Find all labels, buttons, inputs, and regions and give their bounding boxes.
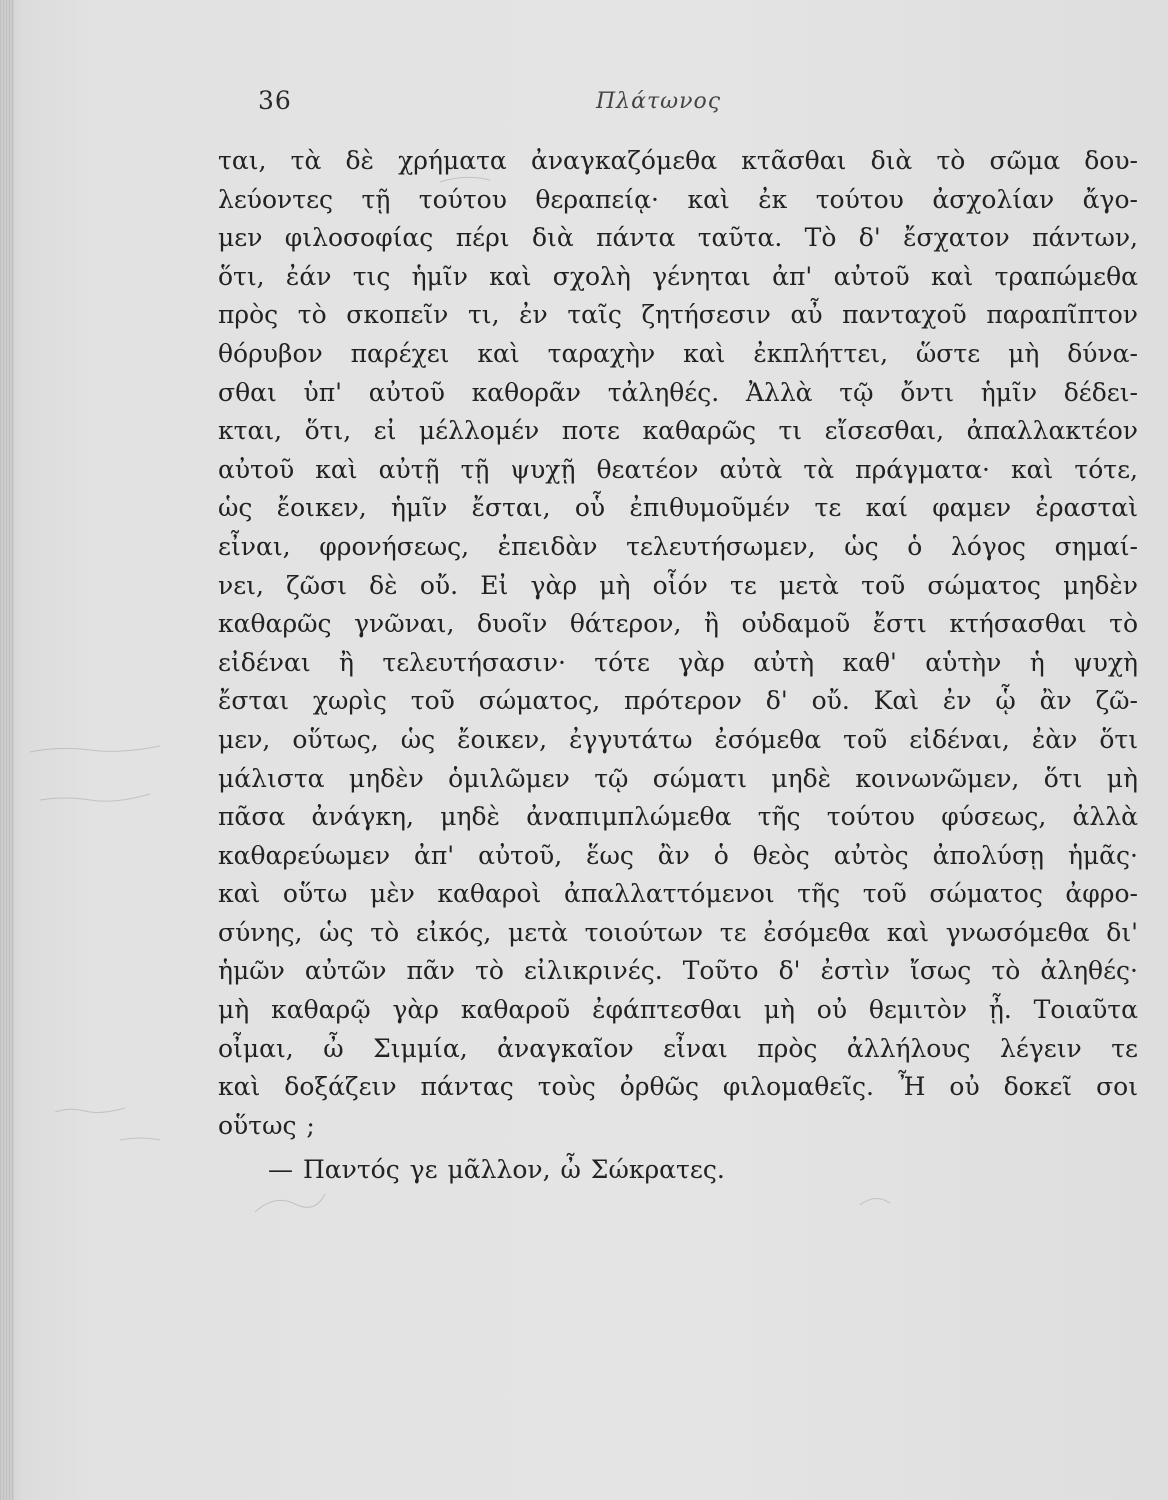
text-line: πρὸς τὸ σκοπεῖν τι, ἐν ταῖς ζητήσεσιν αὖ πανταχοῦ παραπῖπτον	[218, 300, 1138, 330]
text-line: ἡμῶν αὐτῶν πᾶν τὸ εἰλικρινές. Τοῦτο δ' ἐστὶν ἴσως τὸ ἀληθές·	[218, 956, 1138, 986]
text-line: μεν φιλοσοφίας πέρι διὰ πάντα ταῦτα. Τὸ δ' ἔσχατον πάντων,	[218, 223, 1138, 253]
dialogue-line: — Παντός γε μᾶλλον, ὦ Σώκρατες.	[268, 1155, 725, 1185]
text-line: εἶναι, φρονήσεως, ἐπειδὰν τελευτήσωμεν, ὡς ὁ λόγος σημαί-	[218, 531, 1138, 561]
text-line: ἔσται χωρὶς τοῦ σώματος, πρότερον δ' οὔ. Καὶ ἐν ᾧ ἂν ζῶ-	[218, 686, 1138, 716]
text-line: ὅτι, ἐάν τις ἡμῖν καὶ σχολὴ γένηται ἀπ' αὐτοῦ καὶ τραπώμεθα	[218, 261, 1138, 291]
text-line: λεύοντες τῇ τούτου θεραπείᾳ· καὶ ἐκ τούτου ἀσχολίαν ἄγο-	[218, 184, 1138, 214]
running-head-title: Πλάτωνος	[596, 89, 722, 114]
text-line: αὐτοῦ καὶ αὐτῇ τῇ ψυχῇ θεατέον αὐτὰ τὰ πράγματα· καὶ τότε,	[218, 454, 1138, 484]
text-line: μὴ καθαρῷ γὰρ καθαροῦ ἐφάπτεσθαι μὴ οὐ θεμιτὸν ᾖ. Τοιαῦτα	[218, 995, 1138, 1025]
text-line: εἰδέναι ἢ τελευτήσασιν· τότε γὰρ αὐτὴ καθ' αὑτὴν ἡ ψυχὴ	[218, 647, 1138, 677]
text-line: οἶμαι, ὦ Σιμμία, ἀναγκαῖον εἶναι πρὸς ἀλλήλους λέγειν τε	[218, 1033, 1138, 1063]
text-line: σύνης, ὡς τὸ εἰκός, μετὰ τοιούτων τε ἐσόμεθα καὶ γνωσόμεθα δι'	[218, 917, 1138, 947]
text-line: νει, ζῶσι δὲ οὔ. Εἰ γὰρ μὴ οἷόν τε μετὰ τοῦ σώματος μηδὲν	[218, 570, 1138, 600]
text-line: ὡς ἔοικεν, ἡμῖν ἔσται, οὗ ἐπιθυμοῦμέν τε καί φαμεν ἐρασταὶ	[218, 493, 1138, 523]
text-line: καθαρῶς γνῶναι, δυοῖν θάτερον, ἢ οὐδαμοῦ ἔστι κτήσασθαι τὸ	[218, 609, 1138, 639]
text-line: πᾶσα ἀνάγκη, μηδὲ ἀναπιμπλώμεθα τῆς τούτου φύσεως, ἀλλὰ	[218, 802, 1138, 832]
text-line: κται, ὅτι, εἰ μέλλομέν ποτε καθαρῶς τι εἴσεσθαι, ἀπαλλακτέον	[218, 416, 1138, 446]
text-line: καὶ οὕτω μὲν καθαροὶ ἀπαλλαττόμενοι τῆς τοῦ σώματος ἀφρο-	[218, 879, 1138, 909]
text-line: ται, τὰ δὲ χρήματα ἀναγκαζόμεθα κτᾶσθαι διὰ τὸ σῶμα δου-	[218, 146, 1138, 175]
text-line: καθαρεύωμεν ἀπ' αὐτοῦ, ἕως ἂν ὁ θεὸς αὐτὸς ἀπολύσῃ ἡμᾶς·	[218, 840, 1138, 870]
text-line: θόρυβον παρέχει καὶ ταραχὴν καὶ ἐκπλήττει, ὥστε μὴ δύνα-	[218, 338, 1138, 368]
page-number: 36	[258, 86, 292, 115]
text-line: μάλιστα μηδὲν ὁμιλῶμεν τῷ σώματι μηδὲ κοινωνῶμεν, ὅτι μὴ	[218, 763, 1138, 793]
text-line: μεν, οὕτως, ὡς ἔοικεν, ἐγγυτάτω ἐσόμεθα τοῦ εἰδέναι, ἐὰν ὅτι	[218, 724, 1138, 754]
text-line: οὕτως ;	[218, 1110, 315, 1140]
text-line: σθαι ὑπ' αὐτοῦ καθορᾶν τἀληθές. Ἀλλὰ τῷ ὄντι ἡμῖν δέδει-	[218, 377, 1138, 407]
text-line: καὶ δοξάζειν πάντας τοὺς ὀρθῶς φιλομαθεῖς. Ἦ οὐ δοκεῖ σοι	[218, 1072, 1138, 1102]
